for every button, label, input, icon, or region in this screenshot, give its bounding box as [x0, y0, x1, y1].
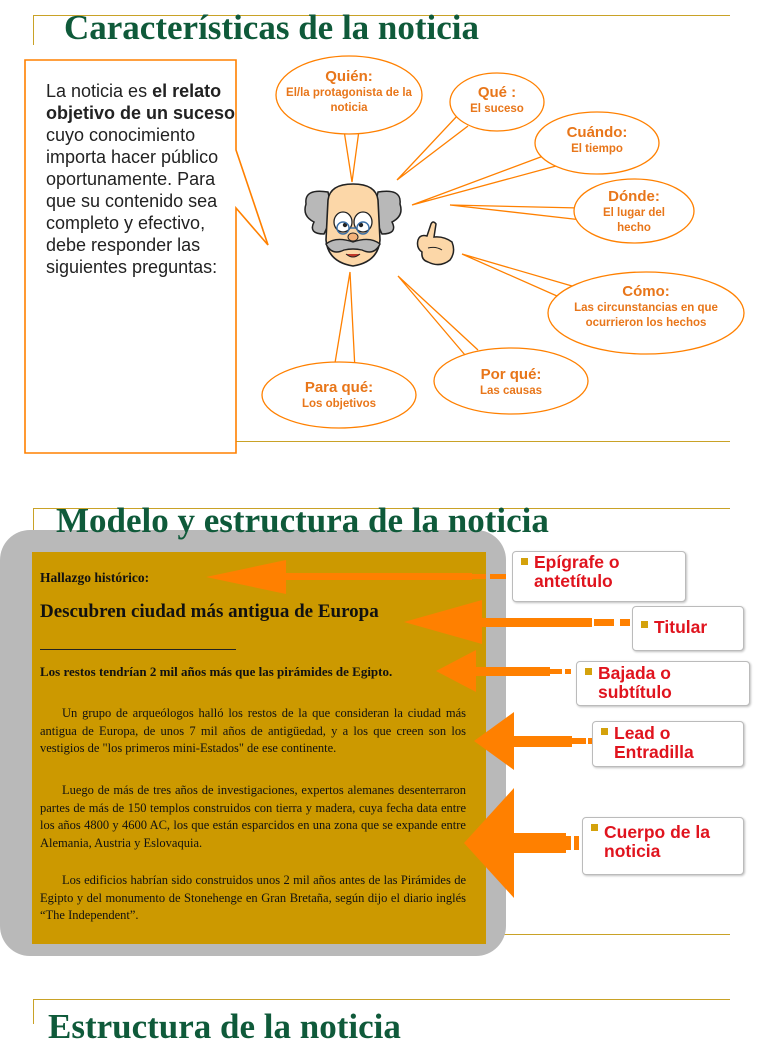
article-body-1: Luego de más de tres años de investigaciones, expertos alemanes desenterraron partes de más de 150 templos construidos con tierra y madera, cuya fecha data entre los años 4800 y 4600 AC, los que están esparcidos en una zona que se expande entre Alemania, Austria y Eslovaquia. [40, 783, 466, 850]
label-bullet [585, 668, 592, 675]
bubble-como-shape [462, 254, 572, 300]
label-lead [592, 721, 744, 767]
bubble-como-answer: Las circunstancias en que ocurrieron los hechos [574, 302, 718, 329]
slide1-title: Características de la noticia [64, 8, 480, 47]
bubble-cuando [538, 124, 656, 157]
label-lead-text: Lead o Entradilla [614, 723, 694, 762]
slide2-bottom-rule [500, 934, 730, 935]
article-bajada: Los restos tendrían 2 mil años más que las pirámides de Egipto. [40, 664, 393, 679]
bubble-quien-question: Quién: [325, 68, 373, 85]
bubble-que-answer: El suceso [470, 103, 524, 115]
bubble-para-que-answer: Los objetivos [301, 398, 377, 410]
intro-text-part1: La noticia es [46, 81, 153, 101]
label-bullet [601, 728, 608, 735]
bubble-donde-shape [450, 205, 582, 220]
bubble-para-que-question: Para qué: [304, 379, 374, 396]
label-bullet [521, 558, 528, 565]
label-bajada [576, 661, 750, 706]
label-titular [632, 606, 744, 651]
slide3-title: Estructura de la noticia [48, 1007, 401, 1046]
slide2-title: Modelo y estructura de la noticia [56, 501, 549, 540]
bubble-quien [276, 68, 422, 116]
bubble-como [566, 283, 726, 331]
arrow-cuerpo [464, 788, 579, 898]
bubble-para-que [276, 379, 402, 412]
arrow-lead [474, 712, 592, 770]
bubble-cuando-answer: El tiempo [571, 143, 623, 155]
bubble-por-que [448, 366, 574, 399]
bubble-por-que-shape [398, 276, 478, 355]
article-lead: Un grupo de arqueólogos halló los restos de la que consideran la ciudad más antigua de Europa, de unos 7 mil años de antigüedad, y a los que creen son los vestigios de "los primeros mini-Estados" de ese continente. [40, 706, 466, 755]
bubble-que-shape [397, 115, 468, 180]
bubble-quien-answer: El/la protagonista de la noticia [286, 87, 412, 114]
label-epigrafe-text: Epígrafe o antetítulo [534, 552, 620, 591]
article-epigrafe: Hallazgo histórico: [40, 570, 150, 585]
slide3-top-rule [33, 999, 730, 1000]
bubble-como-question: Cómo: [622, 283, 670, 300]
label-cuerpo [582, 817, 744, 875]
bubble-donde-answer: El lugar del hecho [603, 207, 665, 234]
label-epigrafe [512, 551, 686, 602]
article-titular: Descubren ciudad más antigua de Europa [40, 601, 379, 622]
label-bajada-text: Bajada o subtítulo [598, 663, 672, 702]
intro-text-bold: el relato objetivo de un suceso [46, 81, 236, 123]
bubble-que [452, 84, 542, 117]
bubble-por-que-answer: Las causas [479, 385, 542, 397]
bubble-por-que-question: Por qué: [480, 366, 542, 383]
arrow-titular [404, 600, 630, 644]
label-bullet [641, 621, 648, 628]
intro-text-part2: cuyo conocimiento importa hacer público oportunamente. Para que su contenido sea completo y efectivo, debe responder las siguientes preguntas: [46, 125, 219, 277]
bubble-donde-question: Dónde: [608, 188, 660, 205]
arrow-bajada [436, 650, 571, 692]
bubble-para-que-shape [334, 272, 355, 370]
arrow-epigrafe [206, 560, 506, 594]
bubble-donde [590, 188, 678, 236]
label-bullet [591, 824, 598, 831]
bubble-que-question: Qué : [477, 84, 517, 101]
professor-icon [300, 182, 465, 274]
article-body-2: Los edificios habrían sido construidos unos 2 mil años antes de las Pirámides de Egipto y del monumento de Stonehenge en Gran Bretaña, según dijo el diario inglés “The Independent”. [40, 873, 466, 922]
label-titular-text: Titular [654, 617, 708, 637]
slide3-left-rule [33, 999, 34, 1024]
label-cuerpo-text: Cuerpo de la noticia [604, 822, 710, 861]
bubble-cuando-question: Cuándo: [566, 124, 628, 141]
